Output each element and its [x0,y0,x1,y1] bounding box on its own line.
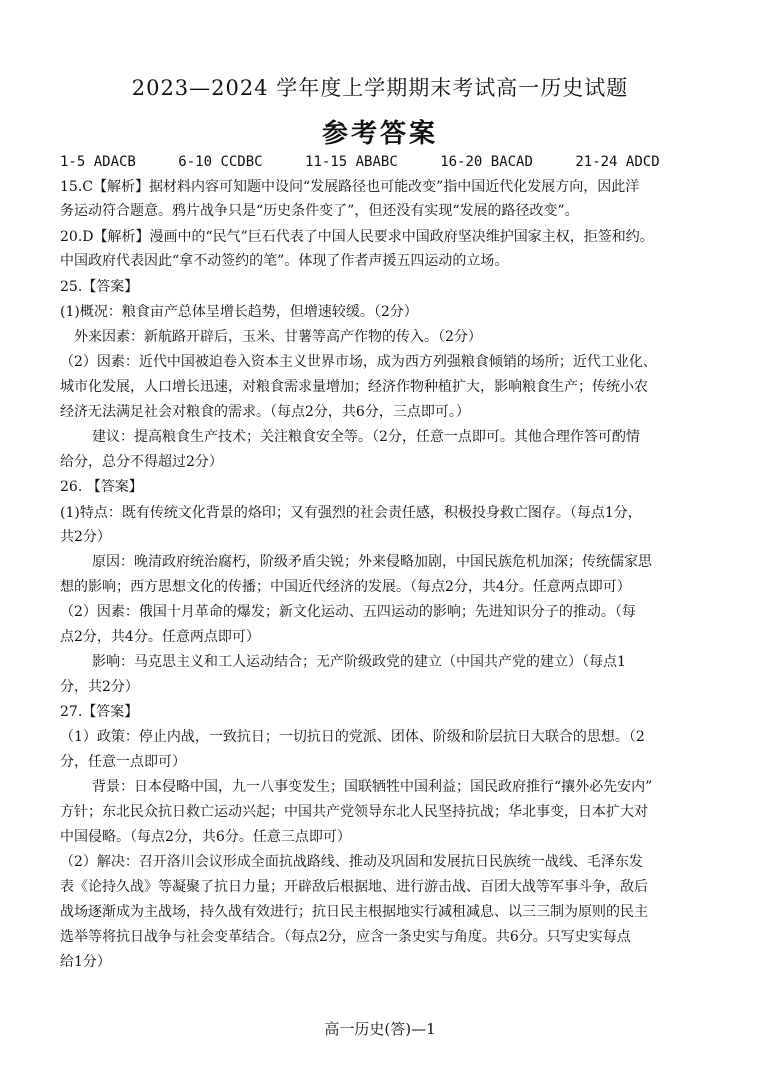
answer-line: 点2分，共4分。任意两点即可） [60,629,260,645]
answer-line: (1)特点：既有传统文化背景的烙印；又有强烈的社会责任感，积极投身救亡图存。（每点1分， [60,505,642,521]
answer-line: 中国侵略。（每点2分，共6分。任意三点即可） [60,829,351,845]
choice-answer-group: 1-5 ADACB [60,154,136,170]
explanation-line: 务运动符合题意。鸦片战争只是“历史条件变了”，但还没有实现“发展的路径改变”。 [60,203,579,219]
choice-answer-group: 21-24 ADCD [575,154,660,170]
answer-line: 给分，总分不得超过2分） [60,454,223,470]
page-subtitle: 参考答案 [321,119,438,149]
answer-line: （1）政策：停止内战，一致抗日；一切抗日的党派、团体、阶级和阶层抗日大联合的思想。（2 [60,729,645,745]
answer-line: (1)概况：粮食亩产总体呈增长趋势，但增速较缓。（2分） [60,304,418,320]
explanation-line: 15.C【解析】据材料内容可知题中设问“发展路径也可能改变”指中国近代化发展方向，因此洋 [60,179,640,195]
choice-answer-group: 11-15 ABABC [305,154,398,170]
question-heading: 27.【答案】 [60,704,139,720]
answer-line: 背景：日本侵略中国，九一八事变发生；国联牺牲中国利益；国民政府推行“攘外必先安内” [92,779,653,795]
answer-line: （2）因素：俄国十月革命的爆发；新文化运动、五四运动的影响；先进知识分子的推动。（每 [60,604,636,620]
answer-line: 给1分） [60,954,111,970]
answer-line: 城市化发展，人口增长迅速，对粮食需求量增加；经济作物种植扩大，影响粮食生产；传统小农 [60,379,648,395]
answer-line: （2）因素：近代中国被迫卷入资本主义世界市场，成为西方列强粮食倾销的场所；近代工业化、 [60,354,657,370]
choice-answer-group: 6-10 CCDBC [178,154,263,170]
answer-line: 表《论持久战》等凝聚了抗日力量；开辟敌后根据地、进行游击战、百团大战等军事斗争，敌后 [60,879,648,895]
answer-line: 选举等将抗日战争与社会变革结合。（每点2分，应含一条史实与角度。共6分。只写史实每点 [60,929,631,945]
choice-answer-row [60,154,720,170]
answer-line: 共2分） [60,529,111,545]
answer-line: 建议：提高粮食生产技术；关注粮食安全等。（2分，任意一点即可。其他合理作答可酌情 [92,429,640,445]
answer-line: 战场逐渐成为主战场，持久战有效进行；抗日民主根据地实行减租减息、以三三制为原则的民主 [60,904,648,920]
answer-line: 分，共2分） [60,679,139,695]
answer-line: 外来因素：新航路开辟后，玉米、甘薯等高产作物的传入。（2分） [74,329,482,345]
answer-line: 经济无法满足社会对粮食的需求。（每点2分，共6分，三点即可。） [60,404,470,420]
question-heading: 25.【答案】 [60,279,139,295]
question-heading: 26. 【答案】 [60,479,143,495]
choice-answer-group: 16-20 BACAD [440,154,533,170]
explanation-line: 20.D【解析】漫画中的“民气”巨石代表了中国人民要求中国政府坚决维护国家主权，拒签和约。 [60,229,654,245]
page-title: 2023—2024 学年度上学期期末考试高一历史试题 [131,76,629,100]
answer-line: 分，任意一点即可） [60,754,186,770]
answer-line: 原因：晚清政府统治腐朽，阶级矛盾尖锐；外来侵略加剧，中国民族危机加深；传统儒家思 [92,554,652,570]
page-footer: 高一历史(答)—1 [324,1020,436,1038]
answer-line: （2）解决：召开洛川会议形成全面抗战路线、推动及巩固和发展抗日民族统一战线、毛泽东发 [60,854,643,870]
explanation-line: 中国政府代表因此“拿不动签约的笔”。体现了作者声援五四运动的立场。 [60,253,509,269]
answer-line: 影响：马克思主义和工人运动结合；无产阶级政党的建立（中国共产党的建立）（每点1 [92,654,626,670]
answer-line: 想的影响；西方思想文化的传播；中国近代经济的发展。（每点2分，共4分。任意两点即可） [60,579,631,595]
answer-line: 方针；东北民众抗日救亡运动兴起；中国共产党领导东北人民坚持抗战；华北事变，日本扩大对 [60,804,648,820]
